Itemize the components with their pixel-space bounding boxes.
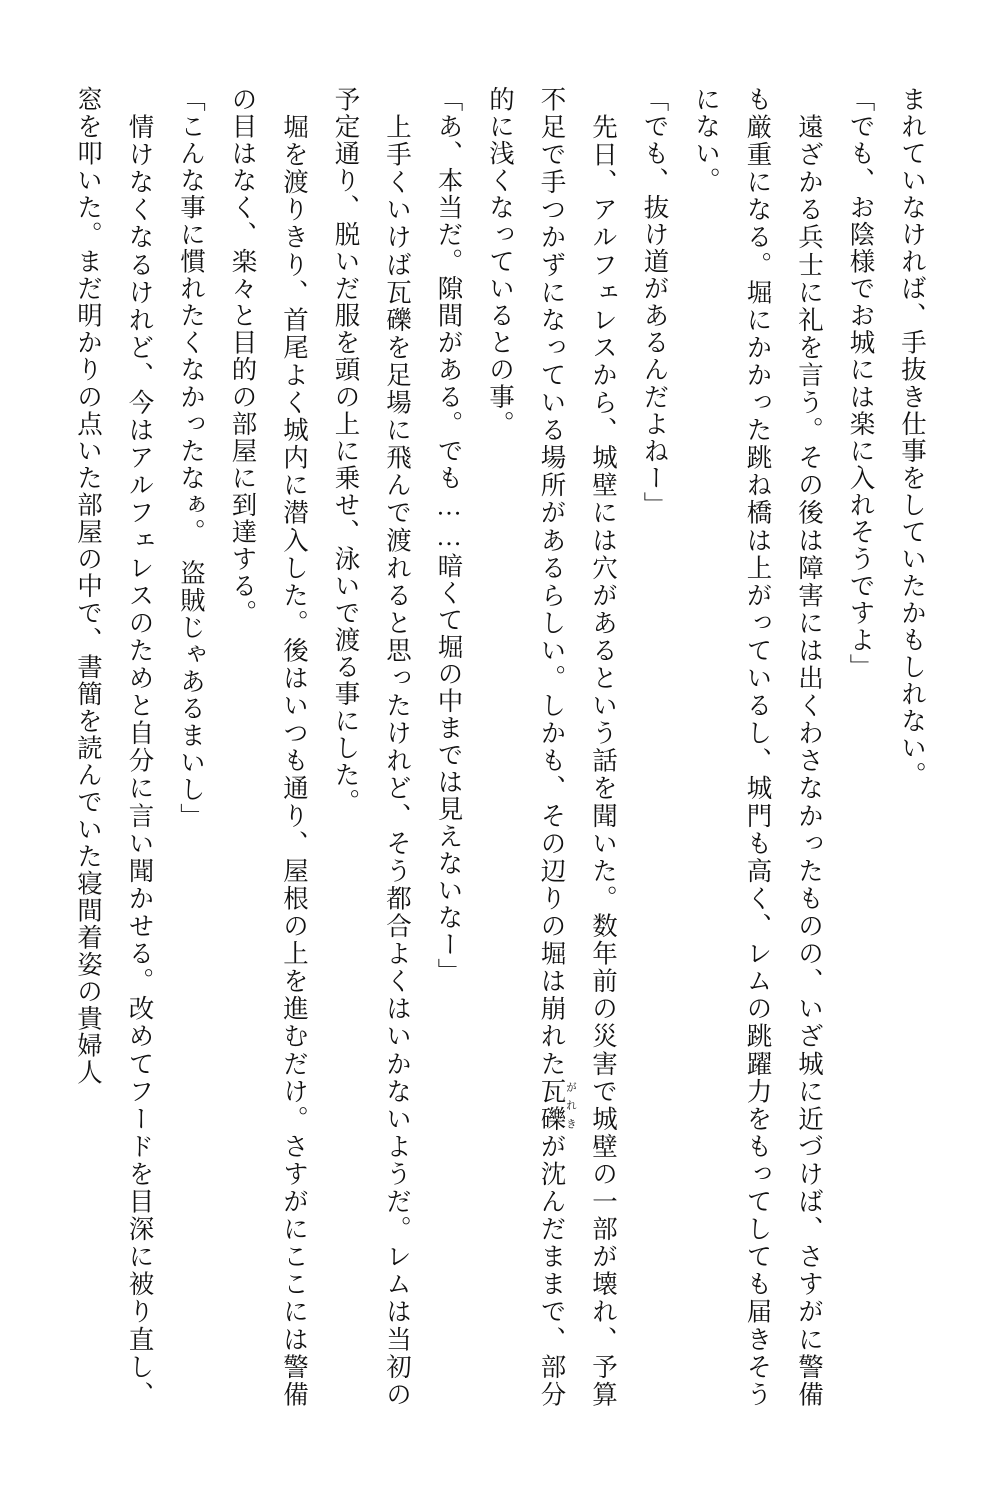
paragraph: 「あ、本当だ。隙間がある。でも……暗くて堀の中までは見えないなー」 <box>434 86 464 985</box>
paragraph: 先日、アルフェレスから、城壁には穴があるという話を聞いた。数年前の災害で城壁の一部が壊れ、予算不足で手つかずになっている場所があるらしい。しかも、その辺りの堀は崩れた瓦礫がれきが沈んだままで、部分的に浅くなっているとの事。 <box>486 86 618 1408</box>
vertical-text-body <box>58 86 938 1408</box>
paragraph: 「でも、抜け道があるんだよねー」 <box>640 86 670 519</box>
paragraph: 遠ざかる兵士に礼を言う。その後は障害には出くわさなかったものの、いざ城に近づけば、さすがに警備も厳重になる。堀にかかった跳ね橋は上がっているし、城門も高く、レムの跳躍力をもってしても届きそうにない。 <box>692 86 824 1408</box>
paragraph: まれていなければ、手抜き仕事をしていたかもしれない。 <box>898 86 927 789</box>
paragraph: 上手くいけば瓦礫を足場に飛んで渡れると思ったけれど、そう都合よくはいかないようだ。レムは当初の予定通り、脱いだ服を頭の上に乗せ、泳いで渡る事にした。 <box>331 86 412 1408</box>
paragraph: 「でも、お陰様でお城には楽に入れそうですよ」 <box>846 86 876 681</box>
paragraph: 「こんな事に慣れたくなかったなぁ。 盗賊じゃあるまいし」 <box>177 86 206 831</box>
paragraph: 情けなくなるけれど、今はアルフェレスのためと自分に言い聞かせる。改めてフードを目深に被り直し、窓を叩いた。まだ明かりの点いた部屋の中で、書簡を読んでいた寝間着姿の貴婦人 <box>74 86 155 1408</box>
paragraph: 堀を渡りきり、首尾よく城内に潜入した。後はいつも通り、屋根の上を進むだけ。さすがにここには警備の目はなく、楽々と目的の部屋に到達する。 <box>228 86 309 1408</box>
